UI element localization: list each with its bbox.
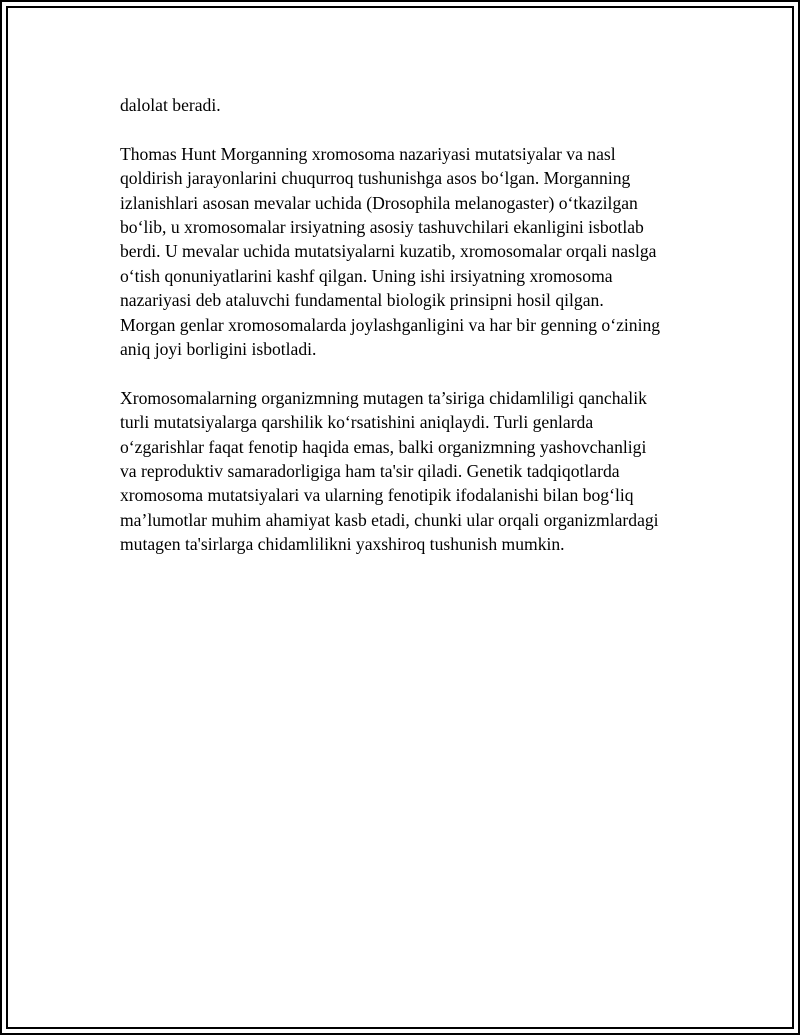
text-line: o‘tish qonuniyatlarini kashf qilgan. Uning ishi irsiyatning xromosoma: [120, 265, 613, 286]
text-line: bo‘lib, u xromosomalar irsiyatning asosiy tashuvchilari ekanligini isbotlab: [120, 217, 644, 238]
paragraph-1: [120, 93, 700, 117]
paragraph-3: [120, 386, 700, 557]
text-line: ma’lumotlar muhim ahamiyat kasb etadi, chunki ular orqali organizmlardagi: [120, 509, 659, 530]
text-line: Thomas Hunt Morganning xromosoma nazariyasi mutatsiyalar va nasl: [120, 143, 616, 164]
document-body: [120, 93, 700, 581]
text-line: dalolat beradi.: [120, 95, 221, 115]
text-line: xromosoma mutatsiyalari va ularning fenotipik ifodalanishi bilan bog‘liq: [120, 485, 634, 506]
text-line: o‘zgarishlar faqat fenotip haqida emas, balki organizmning yashovchanligi: [120, 436, 647, 457]
text-line: Xromosomalarning organizmning mutagen ta’siriga chidamliligi qanchalik: [120, 387, 647, 408]
text-line: Morgan genlar xromosomalarda joylashganligini va har bir genning o‘zining: [120, 314, 661, 335]
text-line: turli mutatsiyalarga qarshilik ko‘rsatishini aniqlaydi. Turli genlarda: [120, 412, 594, 433]
text-line: izlanishlari asosan mevalar uchida (Drosophila melanogaster) o‘tkazilgan: [120, 192, 638, 213]
text-line: va reproduktiv samaradorligiga ham ta'sir qiladi. Genetik tadqiqotlarda: [120, 461, 620, 482]
paragraph-2: [120, 142, 700, 362]
text-line: nazariyasi deb ataluvchi fundamental biologik prinsipni hosil qilgan.: [120, 290, 604, 311]
text-line: qoldirish jarayonlarini chuqurroq tushunishga asos bo‘lgan. Morganning: [120, 168, 631, 189]
text-line: mutagen ta'sirlarga chidamlilikni yaxshiroq tushunish mumkin.: [120, 534, 565, 555]
text-line: berdi. U mevalar uchida mutatsiyalarni kuzatib, xromosomalar orqali naslga: [120, 241, 657, 262]
text-line: aniq joyi borligini isbotladi.: [120, 339, 317, 360]
